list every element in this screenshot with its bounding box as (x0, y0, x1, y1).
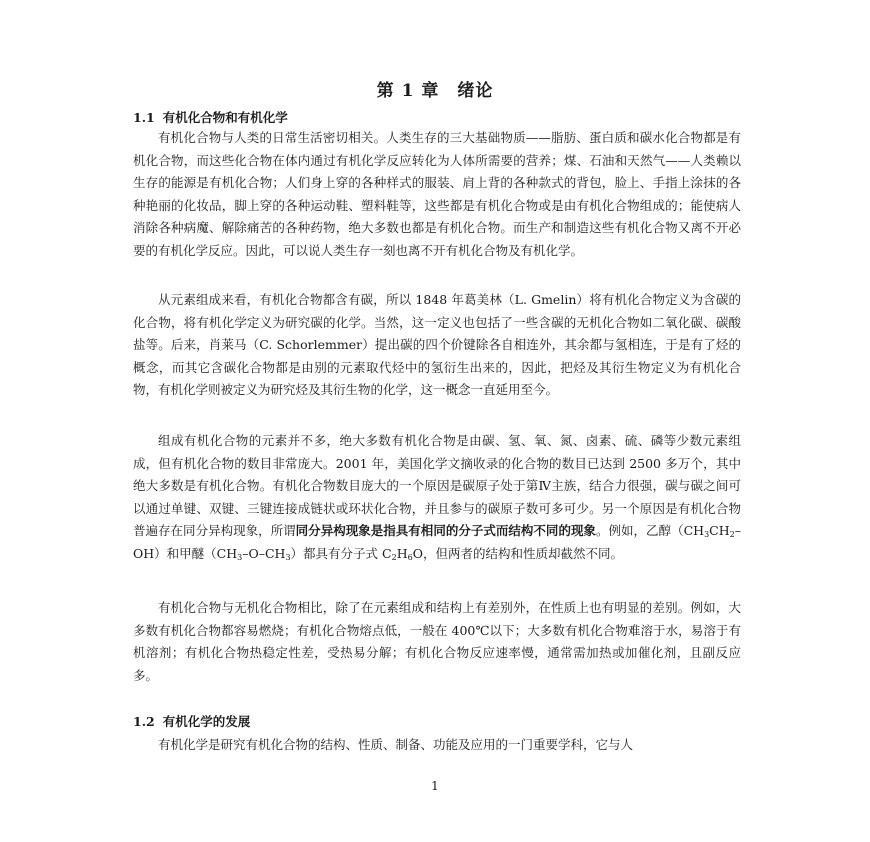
page-number: 1 (431, 779, 439, 793)
paragraph-3-text-e: ，但两者的结构和性质却截然不同。 (422, 545, 623, 561)
molecular-formula: $C_2H_6O$ (382, 545, 423, 562)
paragraph-3-text-d: ）都具有分子式 (290, 545, 383, 561)
paragraph-2: 从元素组成来看，有机化合物都含有碳，所以 1848 年葛美林（L. Gmelin）将有机化合物定义为含碳的化合物，将有机化学定义为研究碳的化学。当然，这一定义也包括了一些含碳的无机化合物如二氧化碳、碳酸盐等。后来，肖莱马（C. Schorlemmer）提出碳的四个价键除各自相连外，其余都与氢相连，于是有了烃的概念，而其它含碳化合物都是由别的元素取代烃中的氢衍生出来的，因此，把烃及其衍生物定义为有机化合物，有机化学则被定义为研究烃及其衍生物的化学，这一概念一直延用至今。 (133, 292, 741, 397)
paragraph-3-text-c: ）和甲醚（ (154, 545, 217, 561)
paragraph-3-text-b: 。例如，乙醇（ (596, 523, 684, 538)
section-number: 1.1 (133, 110, 155, 125)
section-heading-1-2 (133, 712, 250, 730)
isomerism-definition: 同分异构现象是指具有相同的分子式而结构不同的现象 (295, 523, 596, 538)
paragraph-5: 有机化学是研究有机化合物的结构、性质、制备、功能及应用的一门重要学科，它与人 (158, 737, 634, 752)
paragraph-4: 有机化合物与无机化合物相比，除了在元素组成和结构上有差别外，在性质上也有明显的差别。例如，大多数有机化合物都容易燃烧；有机化合物熔点低，一般在 400℃以下；大多数有机化合物难溶于水，易溶于有机溶剂；有机化合物热稳定性差，受热易分解；有机化合物反应速率慢，通常需加热或加催化剂，且副反应多。 (133, 600, 741, 683)
paragraph-1: 有机化合物与人类的日常生活密切相关。人类生存的三大基础物质——脂肪、蛋白质和碳水化合物都是有机化合物，而这些化合物在体内通过有机化学反应转化为人体所需要的营养；煤、石油和天然气——人类赖以生存的能源是有机化合物；人们身上穿的各种样式的服装、肩上背的各种款式的背包，脸上、手指上涂抹的各种艳丽的化妆品，脚上穿的各种运动鞋、塑料鞋等，这些都是有机化合物或是由有机化合物组成的；能使病人消除各种病魔、解除痛苦的各种药物，绝大多数也都是有机化合物。而生产和制造这些有机化合物又离不开必要的有机化学反应。因此，可以说人类生存一刻也离不开有机化合物及有机化学。 (133, 130, 741, 258)
section-title: 有机化学的发展 (162, 714, 251, 729)
chapter-number: 第 1 章 (376, 81, 440, 101)
chapter-name: 绪论 (457, 81, 494, 101)
ethanol-formula: $CH_3CH_2-OH$ (133, 523, 741, 561)
section-heading-1-1 (133, 108, 288, 126)
section-number: 1.2 (133, 714, 155, 729)
paragraph-3-text-a: 组成有机化合物的元素并不多，绝大多数有机化合物是由碳、氢、氧、氮、卤素、硫、磷等少数元素组成，但有机化合物的数目非常庞大。2001 年，美国化学文摘收录的化合物的数目已达到 2500 多万个，其中绝大多数是有机化合物。有机化合物数目庞大的一个原因是碳原子处于第Ⅳ主族，结合力很强，碳与碳之间可以通过单键、双键、三键连接成链状或环状化合物，并且参与的碳原子数可多可少。另一个原因是有机化合物普遍存在同分异构现象，所谓 (133, 433, 741, 538)
chapter-title (0, 76, 870, 101)
section-title: 有机化合物和有机化学 (162, 110, 288, 125)
ether-formula: $CH_3-O-CH_3$ (216, 545, 291, 562)
paragraph-3 (133, 430, 741, 565)
